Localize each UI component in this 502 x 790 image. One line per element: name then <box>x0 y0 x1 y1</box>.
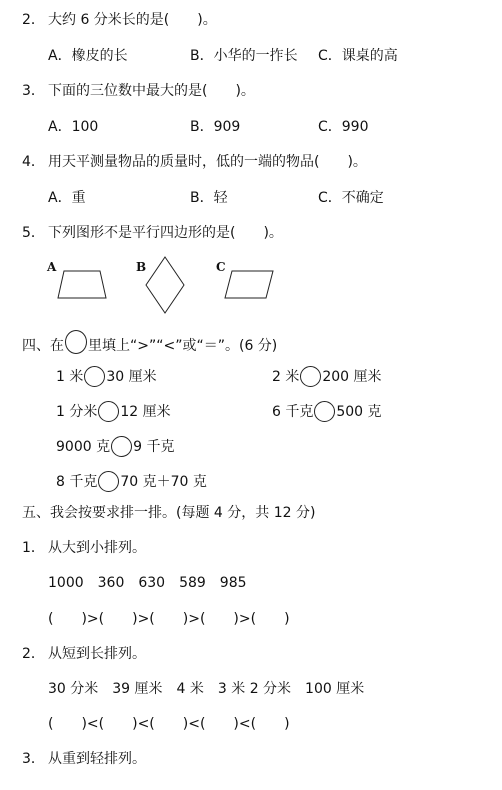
compare-circle-6[interactable] <box>98 471 119 492</box>
compare-circle-4[interactable] <box>314 401 335 422</box>
q5-number: 5． <box>22 225 45 241</box>
s5-q3-stem: 从重到轻排列。 <box>48 751 146 767</box>
answer-circle-icon <box>65 330 87 354</box>
q4-option-c: C．不确定 <box>318 190 384 206</box>
q3-stem: 下面的三位数中最大的是( )。 <box>48 83 255 99</box>
s5-q3-number: 3． <box>22 751 45 767</box>
compare-circle-2[interactable] <box>300 366 321 387</box>
s5-q1-values: 1000 360 630 589 985 <box>48 575 247 591</box>
compare-item-3: 1 分米 12 厘米 <box>56 401 171 422</box>
section4-title <box>22 330 277 356</box>
section5-title: 五、我会按要求排一排。(每题 4 分，共 12 分) <box>22 505 316 521</box>
q4-option-a: A．重 <box>48 190 86 206</box>
compare-item-5: 9000 克 9 千克 <box>56 436 174 457</box>
compare-item-1: 1 米 30 厘米 <box>56 366 157 387</box>
q4-option-b: B．轻 <box>190 190 228 206</box>
s5-q1-number: 1． <box>22 540 45 556</box>
shape-label-c: C <box>216 260 226 274</box>
q2-option-b: B．小华的一拃长 <box>190 48 298 64</box>
rhombus-shape <box>144 256 186 316</box>
q3-number: 3． <box>22 83 45 99</box>
trapezoid-shape <box>56 270 108 300</box>
q2-option-c: C．课桌的高 <box>318 48 398 64</box>
s5-q1-blanks[interactable]: ( )>( )>( )>( )>( ) <box>48 611 290 627</box>
parallelogram-shape <box>224 270 276 300</box>
q3-option-a: A．100 <box>48 119 99 135</box>
q4-stem: 用天平测量物品的质量时，低的一端的物品( )。 <box>48 154 367 170</box>
q3-option-c: C．990 <box>318 119 369 135</box>
q3-option-b: B．909 <box>190 119 241 135</box>
shape-label-b: B <box>136 260 147 274</box>
s5-q2-values: 30 分米 39 厘米 4 米 3 米 2 分米 100 厘米 <box>48 681 365 697</box>
compare-circle-3[interactable] <box>98 401 119 422</box>
q5-stem: 下列图形不是平行四边形的是( )。 <box>48 225 283 241</box>
compare-item-6: 8 千克 70 克＋70 克 <box>56 471 207 492</box>
shape-label-a: A <box>47 260 57 274</box>
s5-q1-stem: 从大到小排列。 <box>48 540 146 556</box>
compare-circle-1[interactable] <box>84 366 105 387</box>
compare-item-2: 2 米 200 厘米 <box>272 366 382 387</box>
section4-title-pre: 四、在 <box>22 338 64 354</box>
section4-title-post: 里填上“>”“<”或“＝”。(6 分) <box>88 338 278 354</box>
q2-number: 2． <box>22 12 45 28</box>
q4-number: 4． <box>22 154 45 170</box>
compare-circle-5[interactable] <box>111 436 132 457</box>
compare-item-4: 6 千克 500 克 <box>272 401 382 422</box>
s5-q2-blanks[interactable]: ( )<( )<( )<( )<( ) <box>48 716 290 732</box>
s5-q2-number: 2． <box>22 646 45 662</box>
s5-q2-stem: 从短到长排列。 <box>48 646 146 662</box>
q2-stem: 大约 6 分米长的是( )。 <box>48 12 217 28</box>
q2-option-a: A．橡皮的长 <box>48 48 128 64</box>
